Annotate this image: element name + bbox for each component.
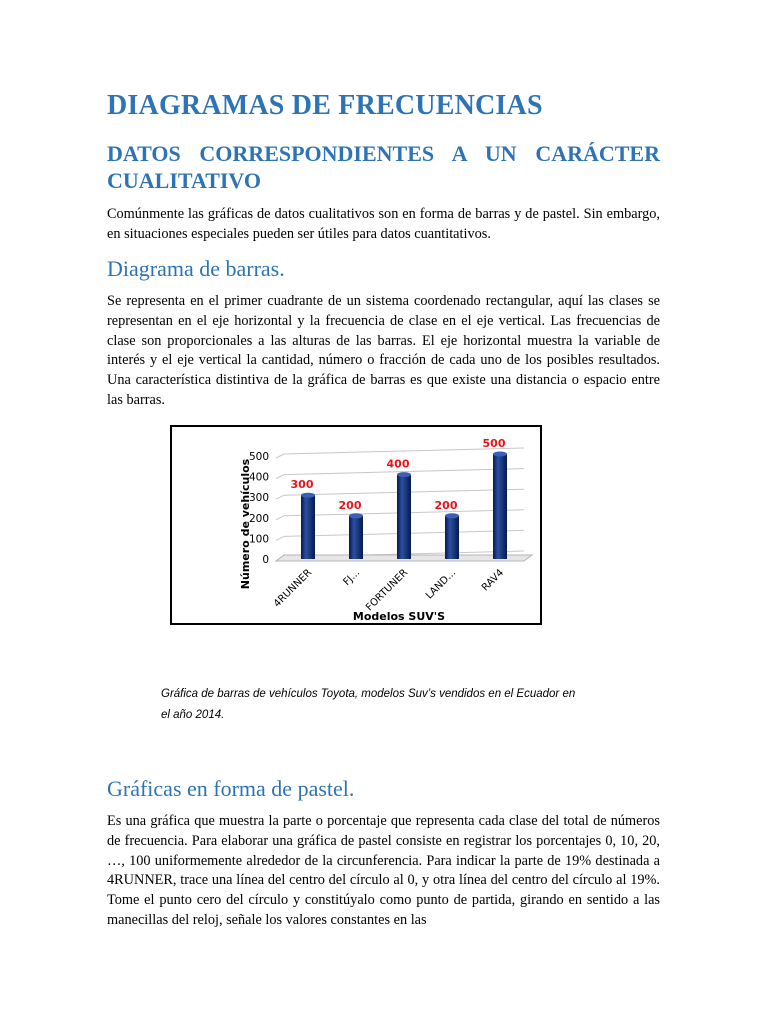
y-tick-label: 200: [248, 512, 269, 525]
x-tick-label: RAV4: [479, 567, 507, 594]
x-tick-label: FJ...: [341, 567, 363, 589]
figure-caption: Gráfica de barras de vehículos Toyota, modelos Suv’s vendidos en el Ecuador en el año 2014.: [161, 688, 576, 721]
intro-paragraph: Comúnmente las gráficas de datos cualitativos son en forma de barras y de pastel. Sin embargo, en situaciones especiales pueden ser útiles para datos cuantitativos.: [107, 206, 660, 242]
y-tick-label: 100: [248, 533, 269, 546]
bar-cap: [301, 493, 315, 498]
x-tick-label: 4RUNNER: [271, 567, 315, 610]
bar-chart-figure: [170, 425, 542, 625]
x-axis-ticks: [272, 567, 506, 613]
y-tick-label: 0: [262, 554, 269, 566]
bar-cap: [493, 452, 507, 457]
bar-diagram-heading: Diagrama de barras.: [107, 256, 285, 281]
pie-chart-heading: Gráficas en forma de pastel.: [107, 776, 355, 801]
bar: [301, 495, 315, 559]
gridline-side: [276, 536, 284, 540]
data-label: 400: [386, 457, 410, 471]
data-label: 200: [434, 498, 458, 512]
bar-cap: [397, 472, 411, 477]
data-label: 300: [290, 478, 314, 492]
data-label: 200: [338, 498, 362, 512]
x-tick-label: FORTUNER: [364, 567, 411, 614]
bar: [349, 516, 363, 559]
section-heading-qualitative: DATOS CORRESPONDIENTES A UN CARÁCTER CUALITATIVO: [107, 141, 660, 193]
gridline-side: [276, 516, 284, 520]
bar-cap: [349, 513, 363, 518]
bar-diagram-paragraph: Se representa en el primer cuadrante de un sistema coordenado rectangular, aquí las clases se representan en el eje horizontal y la frecuencia de clase en el eje vertical. Las frecuencias de clase son proporcionales a las alturas de las barras. El eje horizontal muestra la variable de interés y el eje vertical la cantidad, número o fracción de cada uno de los posibles resultados. Una característica distintiva de la gráfica de barras es que existe una distancia o espacio entre las barras.: [107, 293, 660, 408]
gridline-side: [276, 475, 284, 479]
bar: [397, 475, 411, 559]
y-tick-label: 500: [248, 451, 269, 463]
y-axis-label: Número de vehículos: [239, 458, 252, 590]
y-tick-label: 400: [248, 471, 269, 484]
bar-cap: [445, 513, 459, 518]
page-title: DIAGRAMAS DE FRECUENCIAS: [107, 90, 543, 121]
y-tick-label: 300: [248, 492, 269, 505]
bar: [445, 516, 459, 559]
bar: [493, 454, 507, 559]
pie-chart-paragraph: Es una gráfica que muestra la parte o porcentaje que representa cada clase del total de números de frecuencia. Para elaborar una gráfica de pastel consiste en registrar los porcentajes 0, 10, 20, …, 100 uniformemente alrededor de la circunferencia. Para indicar la parte de 19% destinada a 4RUNNER, trace una línea del centro del círculo al 0, y otra línea del centro del círculo al 19%. Tome el punto cero del círculo y constitúyalo como punto de partida, girando en sentido a las manecillas del reloj, señale los valores constantes en las: [107, 813, 660, 928]
gridline-side: [276, 454, 284, 458]
data-label: 500: [482, 437, 506, 450]
bar-chart: [172, 427, 540, 623]
x-tick-label: LAND...: [423, 567, 459, 602]
x-axis-label: Modelos SUV'S: [352, 610, 446, 623]
gridline-side: [276, 495, 284, 499]
